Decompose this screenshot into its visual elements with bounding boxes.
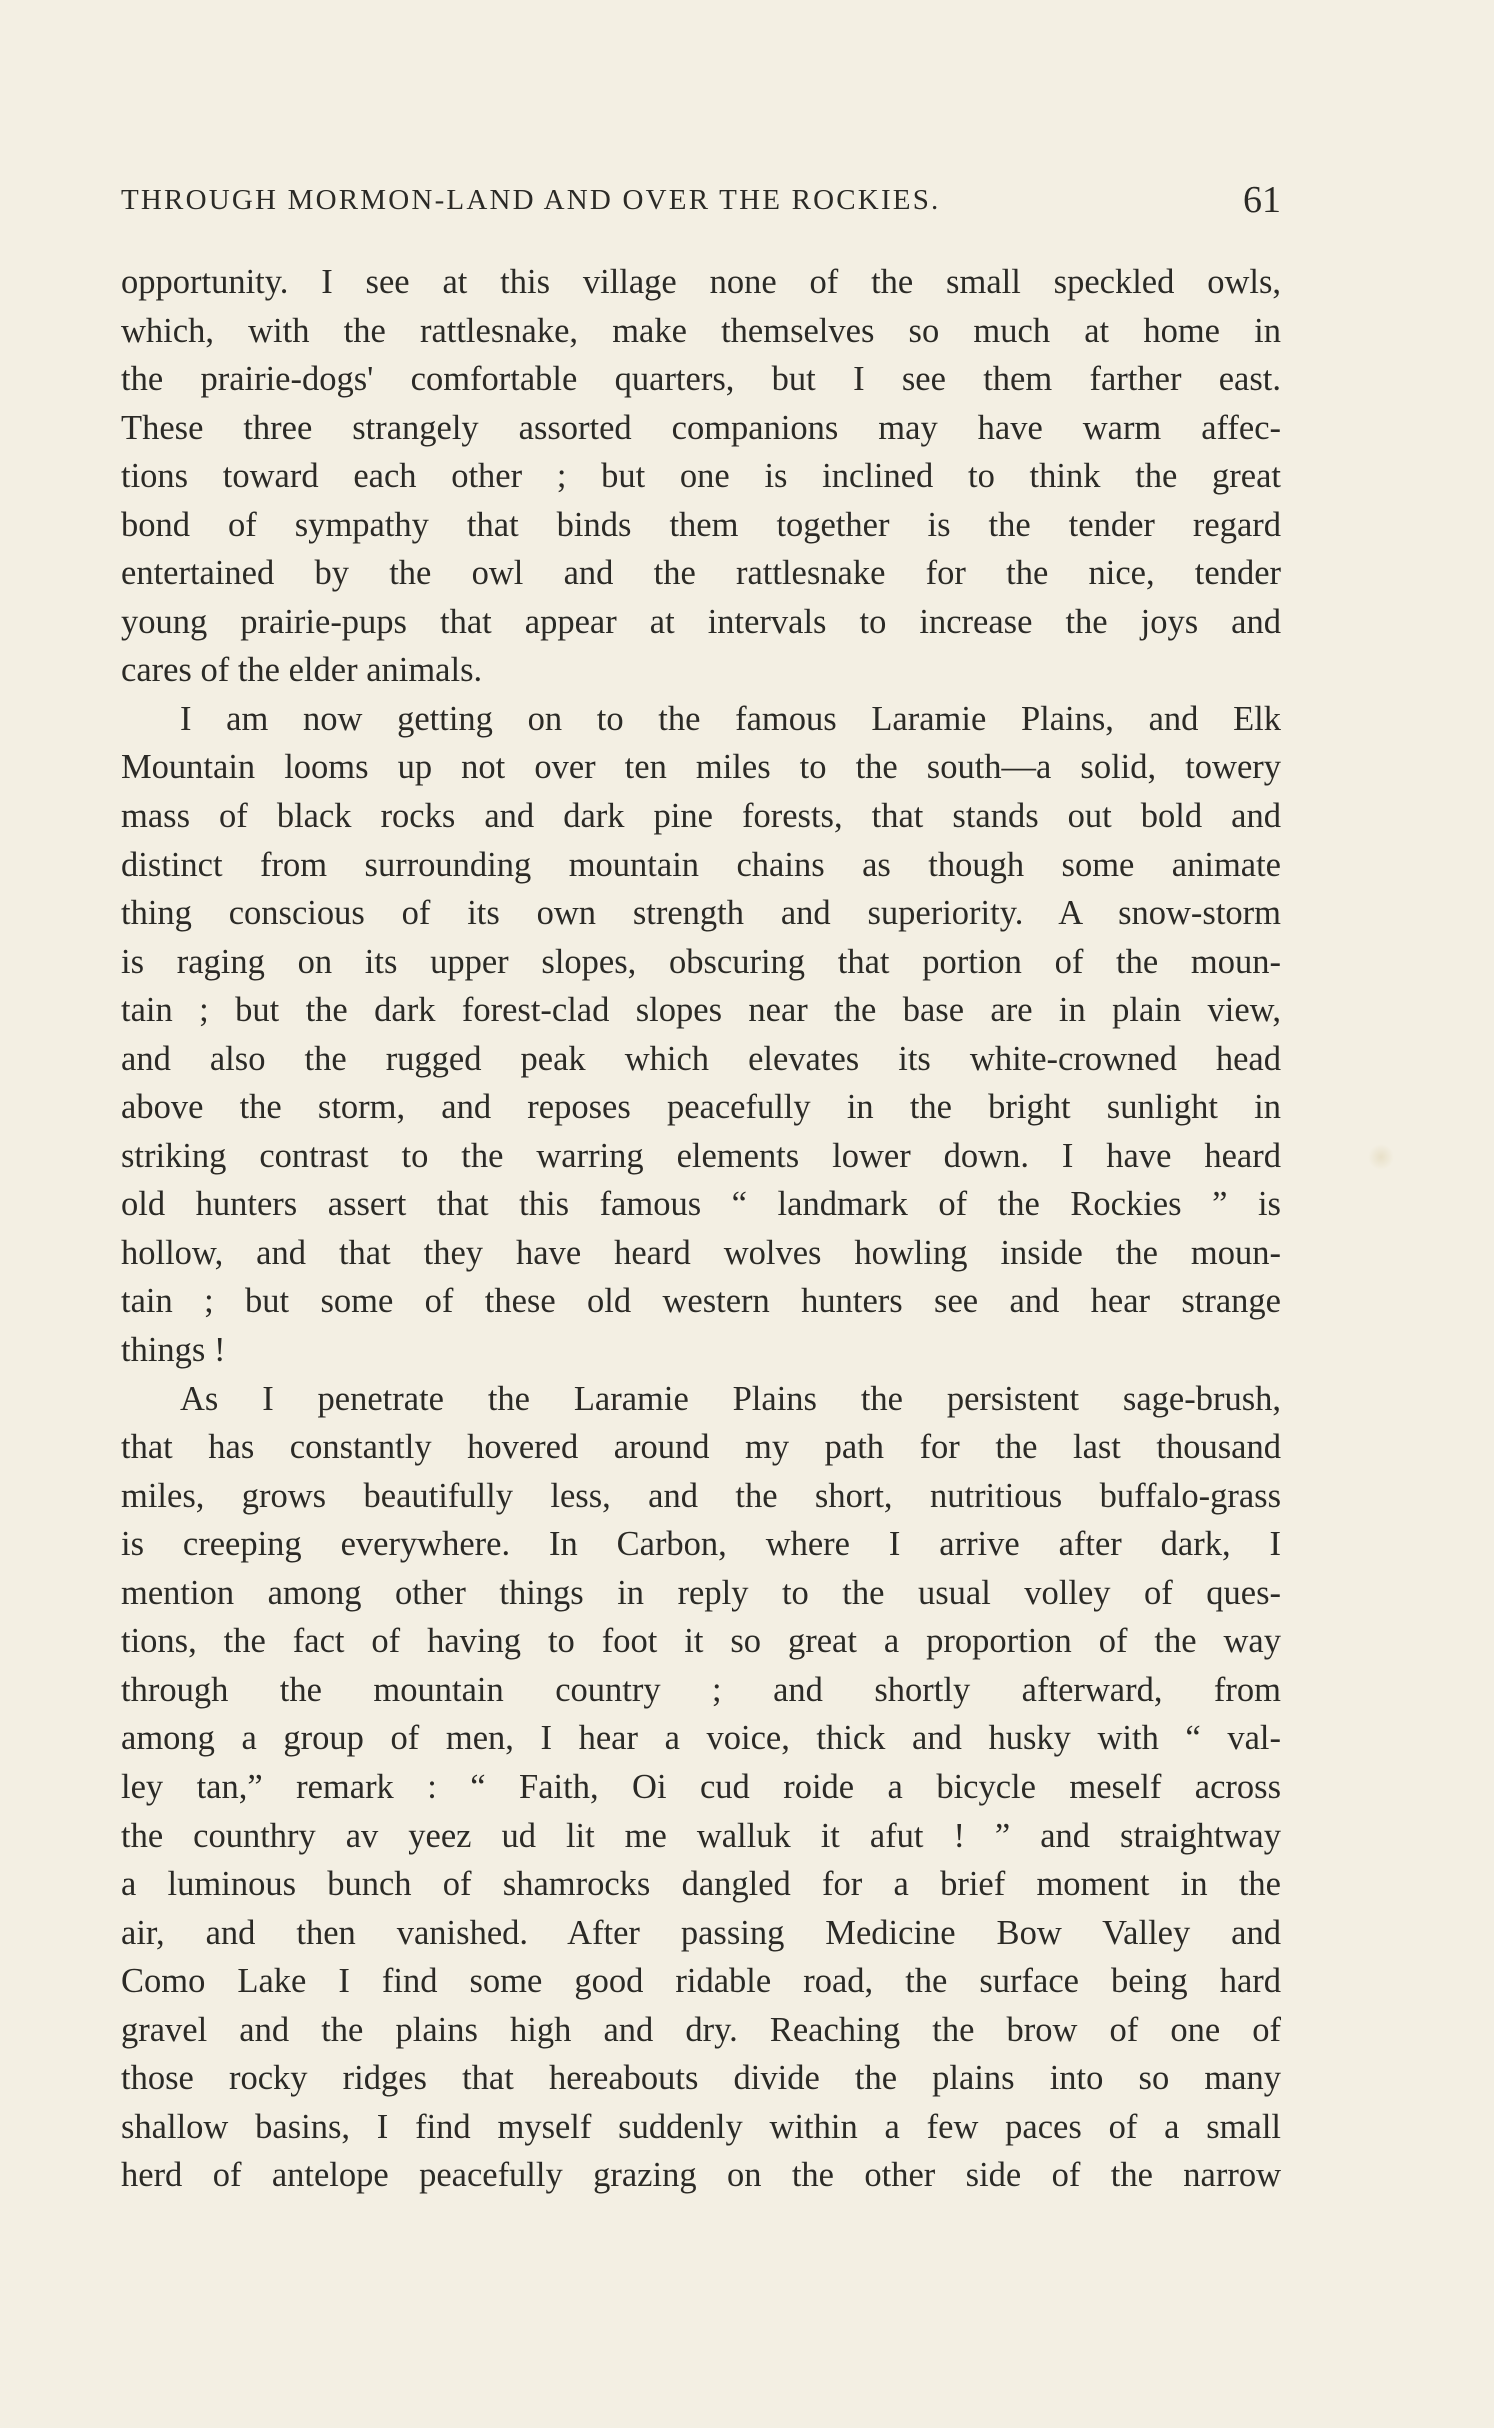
- text-line: that has constantly hovered around my path for the last thousand: [121, 1428, 1281, 1467]
- text-line: miles, grows beautifully less, and the short, nutritious buffalo-grass: [121, 1476, 1281, 1515]
- text-line: bond of sympathy that binds them together is the tender regard: [121, 505, 1281, 544]
- text-line: the prairie-dogs' comfortable quarters, but I see them farther east.: [121, 360, 1281, 399]
- text-line: which, with the rattlesnake, make themselves so much at home in: [121, 311, 1281, 350]
- text-line: These three strangely assorted companions may have warm affec-: [121, 408, 1281, 447]
- text-line: distinct from surrounding mountain chains as though some animate: [121, 845, 1281, 884]
- text-line: a luminous bunch of shamrocks dangled for a brief moment in the: [121, 1865, 1281, 1904]
- text-line: Como Lake I find some good ridable road, the surface being hard: [121, 1962, 1281, 2001]
- text-line: opportunity. I see at this village none of the small speckled owls,: [121, 263, 1281, 301]
- text-line: among a group of men, I hear a voice, thick and husky with “ val-: [121, 1719, 1281, 1758]
- text-line: mention among other things in reply to the usual volley of ques-: [121, 1573, 1281, 1612]
- text-line: tain ; but some of these old western hunters see and hear strange: [121, 1282, 1281, 1321]
- text-line: is creeping everywhere. In Carbon, where I arrive after dark, I: [121, 1525, 1281, 1564]
- text-line: entertained by the owl and the rattlesnake for the nice, tender: [121, 554, 1281, 593]
- text-line: tions, the fact of having to foot it so great a proportion of the way: [121, 1622, 1281, 1661]
- body-text: [121, 258, 1281, 2200]
- text-line: thing conscious of its own strength and superiority. A snow-storm: [121, 894, 1281, 933]
- text-line: striking contrast to the warring elements lower down. I have heard: [121, 1136, 1281, 1175]
- text-line: mass of black rocks and dark pine forests, that stands out bold and: [121, 797, 1281, 836]
- running-title: THROUGH MORMON-LAND AND OVER THE ROCKIES.: [121, 184, 941, 216]
- text-line: As I penetrate the Laramie Plains the persistent sage-brush,: [180, 1379, 1281, 1418]
- text-line: I am now getting on to the famous Laramie Plains, and Elk: [180, 699, 1281, 738]
- text-line: herd of antelope peacefully grazing on the other side of the narrow: [121, 2156, 1281, 2195]
- page-number: 61: [1243, 179, 1281, 221]
- running-head: [121, 178, 1281, 228]
- text-line: hollow, and that they have heard wolves howling inside the moun-: [121, 1233, 1281, 1272]
- text-line: young prairie-pups that appear at intervals to increase the joys and: [121, 602, 1281, 641]
- text-line: shallow basins, I find myself suddenly within a few paces of a small: [121, 2107, 1281, 2146]
- text-line: cares of the elder animals.: [121, 651, 483, 690]
- text-line: the counthry av yeez ud lit me walluk it afut ! ” and straightway: [121, 1816, 1281, 1855]
- text-line: above the storm, and reposes peacefully in the bright sunlight in: [121, 1088, 1281, 1127]
- text-line: those rocky ridges that hereabouts divide the plains into so many: [121, 2059, 1281, 2098]
- text-line: air, and then vanished. After passing Medicine Bow Valley and: [121, 1913, 1281, 1952]
- text-line: through the mountain country ; and shortly afterward, from: [121, 1670, 1281, 1709]
- text-line: old hunters assert that this famous “ landmark of the Rockies ” is: [121, 1185, 1281, 1224]
- paper-smudge: [1368, 1144, 1394, 1170]
- text-line: things !: [121, 1331, 226, 1370]
- text-line: and also the rugged peak which elevates its white-crowned head: [121, 1039, 1281, 1078]
- text-line: tions toward each other ; but one is inclined to think the great: [121, 457, 1281, 496]
- text-line: Mountain looms up not over ten miles to the south—a solid, towery: [121, 748, 1281, 787]
- text-line: gravel and the plains high and dry. Reaching the brow of one of: [121, 2010, 1281, 2049]
- text-line: is raging on its upper slopes, obscuring that portion of the moun-: [121, 942, 1281, 981]
- text-line: tain ; but the dark forest-clad slopes near the base are in plain view,: [121, 991, 1281, 1030]
- text-line: ley tan,” remark : “ Faith, Oi cud roide a bicycle meself across: [121, 1767, 1281, 1806]
